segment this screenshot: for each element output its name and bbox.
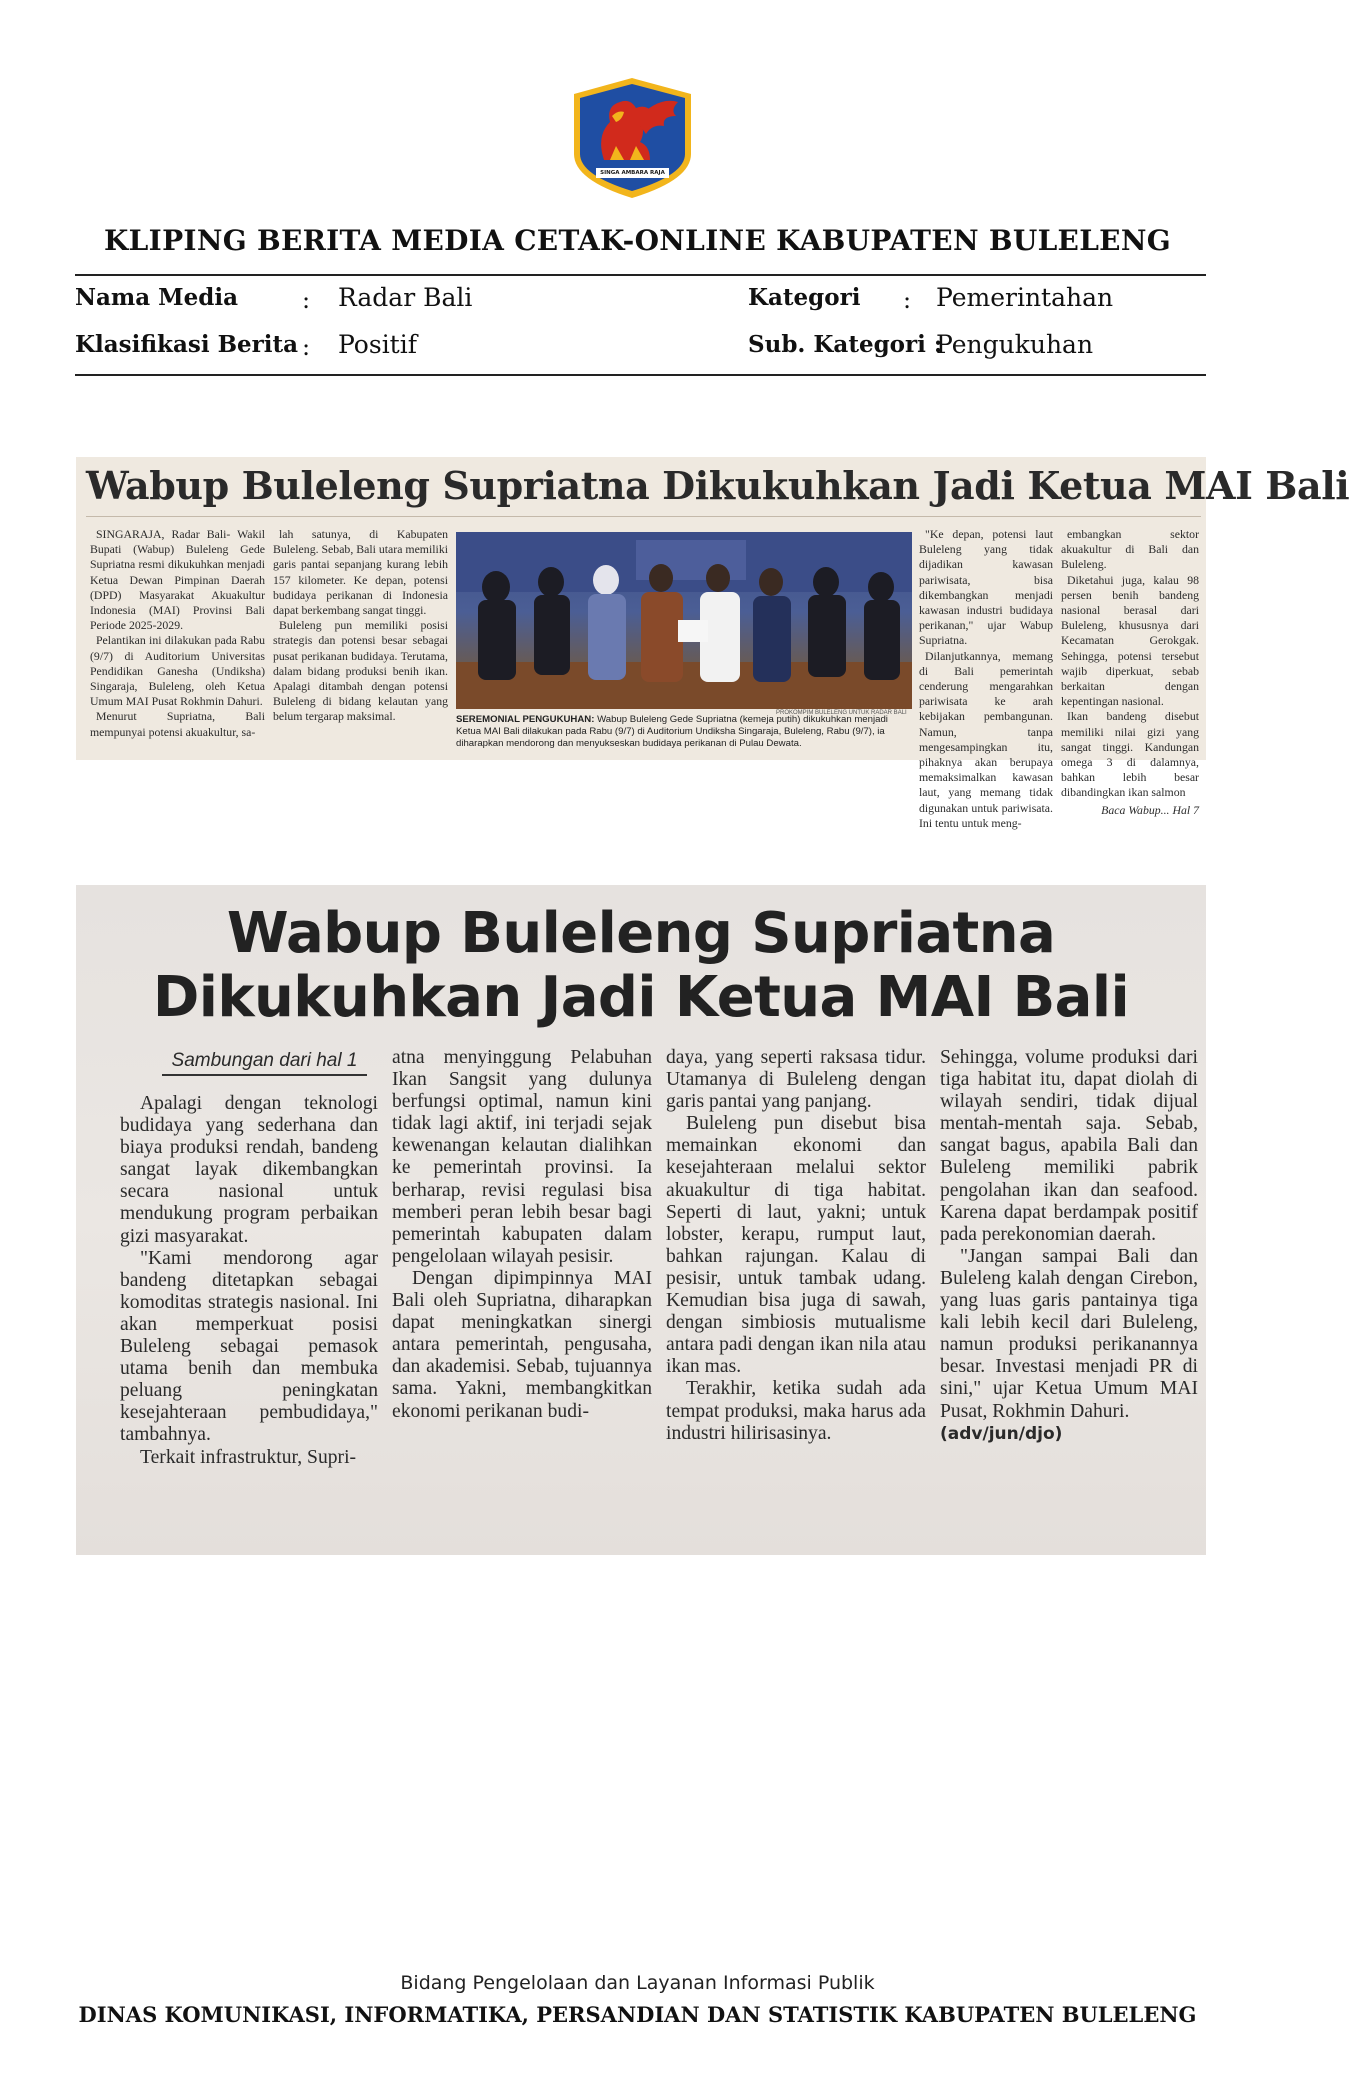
colon: : [302,286,311,314]
paragraph: Buleleng pun memiliki posisi strategis dan potensi besar sebagai pusat perikanan budidaya. Terutama, dalam bidang produksi benih ikan. Apalagi ditambah dengan potensi Buleleng di bidang kelautan yang belum tergarap maksimal. [273,618,448,724]
paragraph: Terkait infrastruktur, Supri- [140,1446,357,1468]
clip2-headline-line-2: Dikukuhkan Jadi Ketua MAI Bali [152,965,1130,1030]
clip1-column-4 [1061,527,1199,818]
singa-ambara-raja-logo [566,76,699,200]
paragraph: Terakhir, ketika sudah ada tempat produksi, maka harus ada industri hilirisasinya. [666,1378,926,1444]
header-divider-bottom [75,374,1206,376]
paragraph: Ikan bandeng disebut memiliki nilai gizi yang sangat tinggi. Kandungan omega 3 di dalamnya, bahkan lebih besar dibandingkan ikan salmon [1061,709,1199,800]
logo-banner-text: SINGA AMBARA RAJA [600,170,665,176]
paragraph: "Jangan sampai Bali dan Buleleng kalah dengan Cirebon, yang luas garis pantainya tiga kali lebih kecil dari Buleleng, namun produksi perikanannya besar. Investasi menjadi PR di sini," ujar Ketua Umum MAI Pusat, Rokhmin Dahuri. [940,1245,1198,1422]
clip2-column-1 [120,1093,378,1469]
paragraph: Diketahui juga, kalau 98 persen benih bandeng nasional berasal dari Buleleng, khususnya dari Kecamatan Gerokgak. Sehingga, potensi tersebut wajib diperkuat, sebab berkaitan dengan kepentingan nasional. [1061,572,1199,709]
clip2-headline-line-1: Wabup Buleleng Supriatna [226,901,1056,966]
paragraph: lah satunya, di Kabupaten Buleleng. Sebab, Bali utara memiliki garis pantai sepanjang kurang lebih 157 kilometer. Ke depan, potensi budidaya perikanan di Indonesia dapat berkembang sangat tinggi. [273,527,448,618]
colon: : [903,286,912,314]
news-clipping-continuation [76,885,1206,1555]
klasifikasi-value: Positif [338,330,417,359]
klasifikasi-label: Klasifikasi Berita [75,331,299,358]
sambungan-label: Sambungan dari hal 1 [162,1050,367,1076]
paragraph: Sehingga, volume produksi dari tiga habitat itu, dapat diolah di wilayah sendiri, tidak dijual mentah-mentah saja. Sebab, sangat bagus, apabila Bali dan Buleleng memiliki pabrik pengolahan ikan dan seafood. Karena dapat berdampak positif pada perekonomian daerah. [940,1047,1198,1245]
news-clipping-front-page [76,457,1349,830]
colon: : [302,333,311,361]
caption-lead: SEREMONIAL PENGUKUHAN: [456,714,595,725]
paragraph: Menurut Supriatna, Bali mempunyai potensi akuakultur, sa- [90,709,265,739]
paragraph: SINGARAJA, Radar Bali- Wakil Bupati (Wabup) Buleleng Gede Supriatna resmi dikukuhkan menjadi Ketua Dewan Pimpinan Daerah (DPD) Masyarakat Akuakultur Indonesia (MAI) Provinsi Bali Periode 2025-2029. [90,527,265,633]
paragraph: Dengan dipimpinnya MAI Bali oleh Supriatna, diharapkan dapat meningkatkan sinergi antara pemerintah, pengusaha, dan akademisi. Sebab, tujuannya sama. Yakni, membangkitkan ekonomi perikanan budi- [392,1267,652,1422]
clip2-column-2 [392,1047,652,1423]
clip1-column-1 [90,527,265,740]
paragraph: embangkan sektor akuakultur di Bali dan Buleleng. [1061,527,1199,572]
clip1-headline: Wabup Buleleng Supriatna Dikukuhkan Jadi Ketua MAI Bali [86,463,1201,517]
kategori-label: Kategori [748,284,861,311]
ceremony-photo [456,532,912,709]
footer-agency: DINAS KOMUNIKASI, INFORMATIKA, PERSANDIAN DAN STATISTIK KABUPATEN BULELENG [78,2002,1197,2027]
photo-credit: PROKOMPIM BULELENG UNTUK RADAR BALI [776,710,907,716]
sub-kategori-label: Sub. Kategori : [748,331,943,358]
clip2-column-3 [666,1047,926,1445]
author-initials: (adv/jun/djo) [940,1423,1063,1444]
paragraph: daya, yang seperti raksasa tidur. Utamanya di Buleleng dengan garis pantai yang panjang. [666,1047,926,1113]
caption-text: Wabup Buleleng Gede Supriatna (kemeja putih) dikukuhkan menjadi Ketua MAI Bali dilakukan pada Rabu (9/7) di Auditorium Undiksha Singaraja, Buleleng, Rabu (9/7), ia diharapkan mendorong dan menyukseskan budidaya perikanan di Pulau Dewata. [456,714,888,749]
paragraph: Apalagi dengan teknologi budidaya yang sederhana dan biaya produksi rendah, bandeng sangat layak dikembangkan secara nasional untuk mendukung program perbaikan gizi masyarakat. [120,1093,378,1247]
paragraph: Dilanjutkannya, memang di Bali pemerintah cenderung mengarahkan pariwisata ke arah kebijakan pembangunan. Namun, tanpa mengesampingkan itu, pihaknya akan berupaya memaksimalkan kawasan laut, yang memang tidak digunakan untuk pariwisata. Ini tentu untuk meng- [919,648,1053,830]
nama-media-label: Nama Media [75,284,238,311]
kategori-value: Pemerintahan [936,283,1114,312]
page-title: KLIPING BERITA MEDIA CETAK-ONLINE KABUPATEN BULELENG [104,224,1171,257]
paragraph: Buleleng pun disebut bisa memainkan ekonomi dan kesejahteraan melalui sektor akuakultur di tiga habitat. Seperti di laut, yakni; untuk lobster, kerapu, rumput laut, bahkan rajungan. Kalau di pesisir, untuk tambak udang. Kemudian bisa juga di sawah, dengan simbiosis mutualisme antara padi dengan ikan nila atau ikan mas. [666,1113,926,1378]
paragraph: Pelantikan ini dilakukan pada Rabu (9/7) di Auditorium Universitas Pendidikan Ganesha (Undiksha) Singaraja, Buleleng, oleh Ketua Umum MAI Pusat Rokhmin Dahuri. [90,633,265,709]
sub-kategori-value: Pengukuhan [936,330,1094,359]
nama-media-value: Radar Bali [338,283,473,312]
photo-caption [456,714,912,750]
footer-division: Bidang Pengelolaan dan Layanan Informasi Publik [400,1972,875,1994]
clip1-column-2 [273,527,448,725]
clip1-column-3 [919,527,1053,831]
paragraph: atna menyinggung Pelabuhan Ikan Sangsit yang dulunya berfungsi optimal, namun kini tidak lagi aktif, ini terjadi sejak kewenangan kelautan dialihkan ke pemerintah provinsi. Ia berharap, revisi regulasi bisa memberi peran lebih besar bagi pemerintah kabupaten dalam pengelolaan wilayah pesisir. [392,1047,652,1267]
continue-reference: Baca Wabup... Hal 7 [1101,802,1199,817]
paragraph: "Ke depan, potensi laut Buleleng yang tidak dijadikan kawasan pariwisata, bisa dikembangkan menjadi kawasan industri budidaya perikanan," ujar Wabup Supriatna. [919,527,1053,648]
clip2-column-4 [940,1047,1198,1445]
paragraph: "Kami mendorong agar bandeng ditetapkan sebagai komoditas strategis nasional. Ini akan memperkuat posisi Buleleng sebagai pemasok utama benih dan membuka peluang peningkatan kesejahteraan pembudidaya," tambahnya. [120,1247,378,1446]
header-divider-top [75,274,1206,276]
